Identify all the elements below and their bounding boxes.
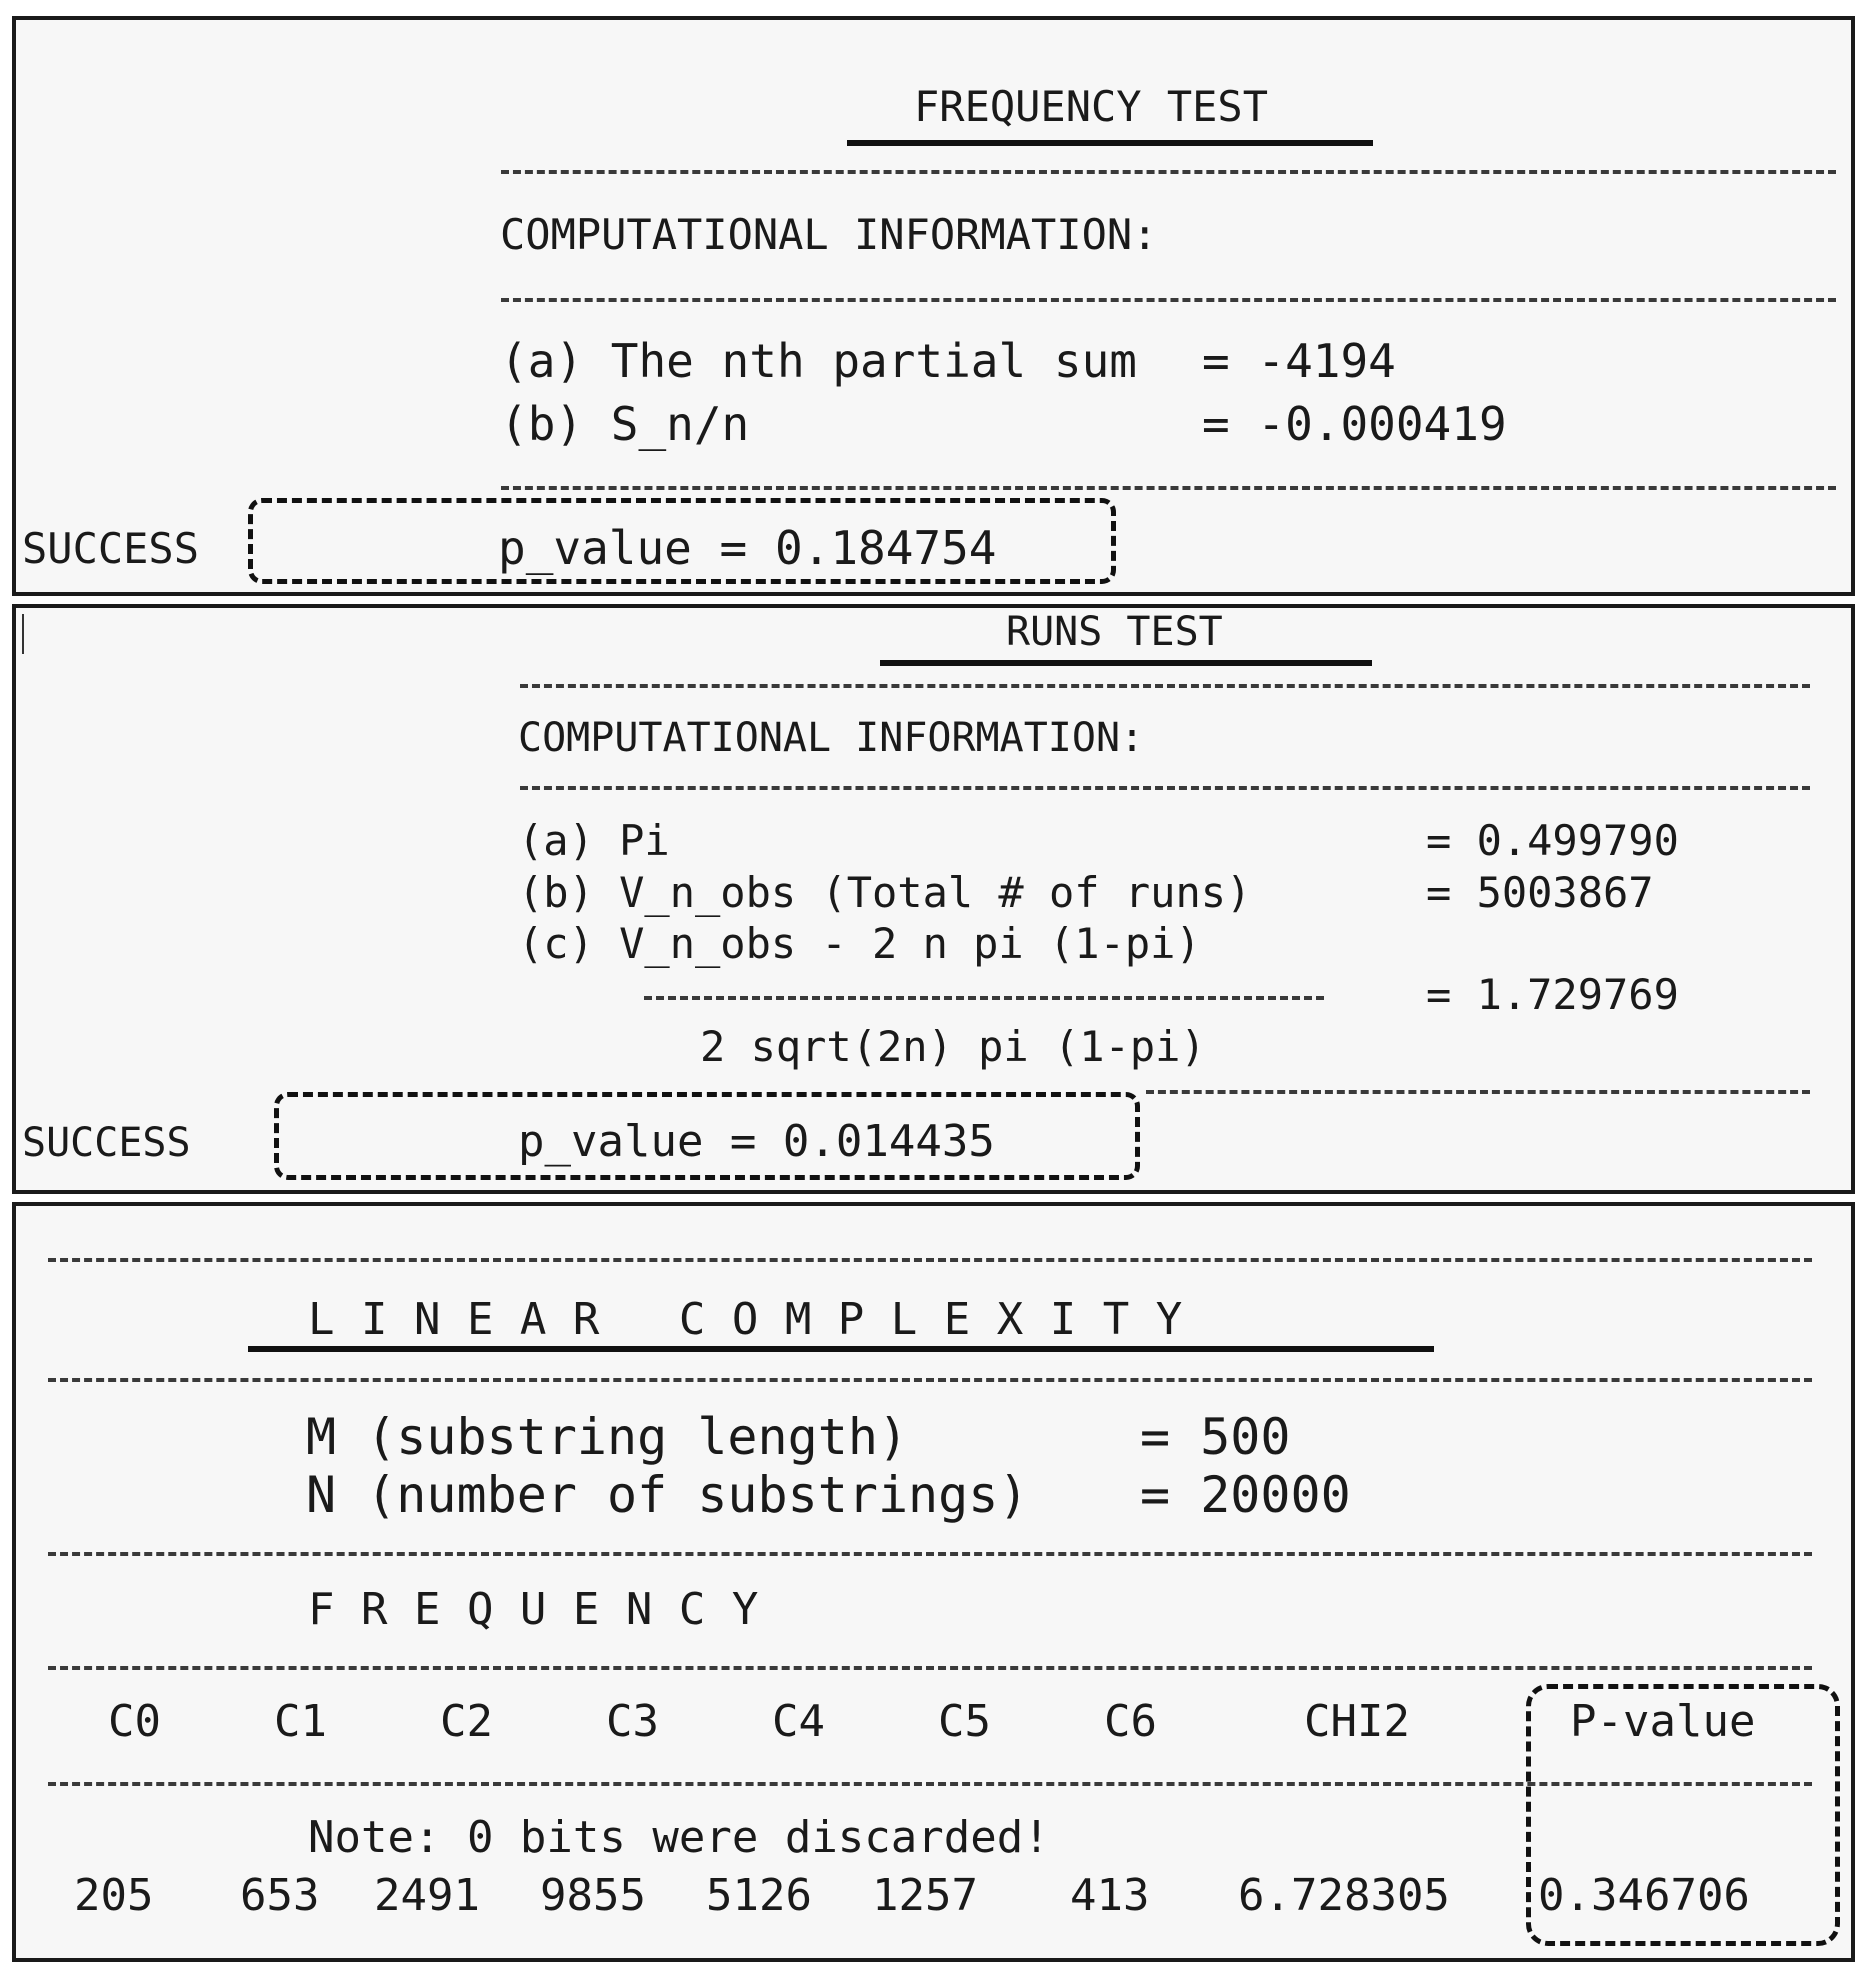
partial-sum-value: = -4194 [1202, 334, 1396, 388]
status-success: SUCCESS [22, 1120, 191, 1166]
dashed-rule [1146, 1090, 1810, 1094]
value-c4: 5126 [706, 1870, 812, 1921]
linear-complexity-title: L I N E A R C O M P L E X I T Y [308, 1294, 1183, 1345]
column-header-c6: C6 [1104, 1696, 1157, 1747]
fraction-bar [644, 996, 1324, 1000]
title-underline [880, 660, 1372, 666]
column-header-p-value: P-value [1570, 1696, 1756, 1747]
title-underline [248, 1346, 1434, 1352]
value-chi2: 6.728305 [1238, 1870, 1450, 1921]
column-header-c2: C2 [440, 1696, 493, 1747]
column-header-c5: C5 [938, 1696, 991, 1747]
statistic-denominator: 2 sqrt(2n) pi (1-pi) [700, 1022, 1206, 1071]
dashed-rule [48, 1378, 1812, 1382]
dashed-rule [501, 486, 1836, 490]
value-c0: 205 [74, 1870, 154, 1921]
n-label: N (number of substrings) [306, 1466, 1029, 1524]
dashed-rule [501, 298, 1836, 302]
value-c6: 413 [1070, 1870, 1150, 1921]
pi-label: (a) Pi [518, 816, 670, 865]
title-underline [847, 140, 1373, 146]
dashed-rule [48, 1258, 1812, 1262]
discard-note: Note: 0 bits were discarded! [308, 1812, 1050, 1863]
dashed-rule [520, 684, 1810, 688]
column-header-c3: C3 [606, 1696, 659, 1747]
statistic-numerator-label: (c) V_n_obs - 2 n pi (1-pi) [518, 919, 1201, 968]
frequency-heading: F R E Q U E N C Y [308, 1584, 759, 1635]
value-c2: 2491 [374, 1870, 480, 1921]
dashed-rule [48, 1552, 1812, 1556]
text-cursor [22, 614, 24, 654]
dashed-rule [48, 1666, 1812, 1670]
sn-over-n-label: (b) S_n/n [500, 397, 750, 451]
column-header-c4: C4 [772, 1696, 825, 1747]
p-value: p_value = 0.184754 [498, 521, 997, 575]
runs-test-panel [12, 604, 1855, 1194]
n-value: = 20000 [1140, 1466, 1351, 1524]
pi-value: = 0.499790 [1426, 816, 1679, 865]
runs-test-title: RUNS TEST [1006, 609, 1223, 655]
p-value: p_value = 0.014435 [518, 1116, 995, 1167]
column-header-c0: C0 [108, 1696, 161, 1747]
section-heading: COMPUTATIONAL INFORMATION: [500, 210, 1158, 259]
status-success: SUCCESS [22, 524, 200, 573]
v-n-obs-label: (b) V_n_obs (Total # of runs) [518, 868, 1252, 917]
column-header-c1: C1 [274, 1696, 327, 1747]
value-c1: 653 [240, 1870, 320, 1921]
m-value: = 500 [1140, 1408, 1291, 1466]
frequency-test-panel [12, 16, 1855, 596]
value-c3: 9855 [540, 1870, 646, 1921]
dashed-rule [520, 786, 1810, 790]
p-value-highlight-box [1526, 1684, 1840, 1946]
value-p-value: 0.346706 [1538, 1870, 1750, 1921]
partial-sum-label: (a) The nth partial sum [500, 334, 1137, 388]
linear-complexity-panel [12, 1202, 1855, 1962]
sn-over-n-value: = -0.000419 [1202, 397, 1507, 451]
column-header-chi2: CHI2 [1304, 1696, 1410, 1747]
value-c5: 1257 [872, 1870, 978, 1921]
dashed-rule [501, 170, 1836, 174]
section-heading: COMPUTATIONAL INFORMATION: [518, 715, 1145, 761]
statistic-value: = 1.729769 [1426, 970, 1679, 1019]
m-label: M (substring length) [306, 1408, 909, 1466]
v-n-obs-value: = 5003867 [1426, 868, 1654, 917]
frequency-test-title: FREQUENCY TEST [914, 82, 1269, 131]
